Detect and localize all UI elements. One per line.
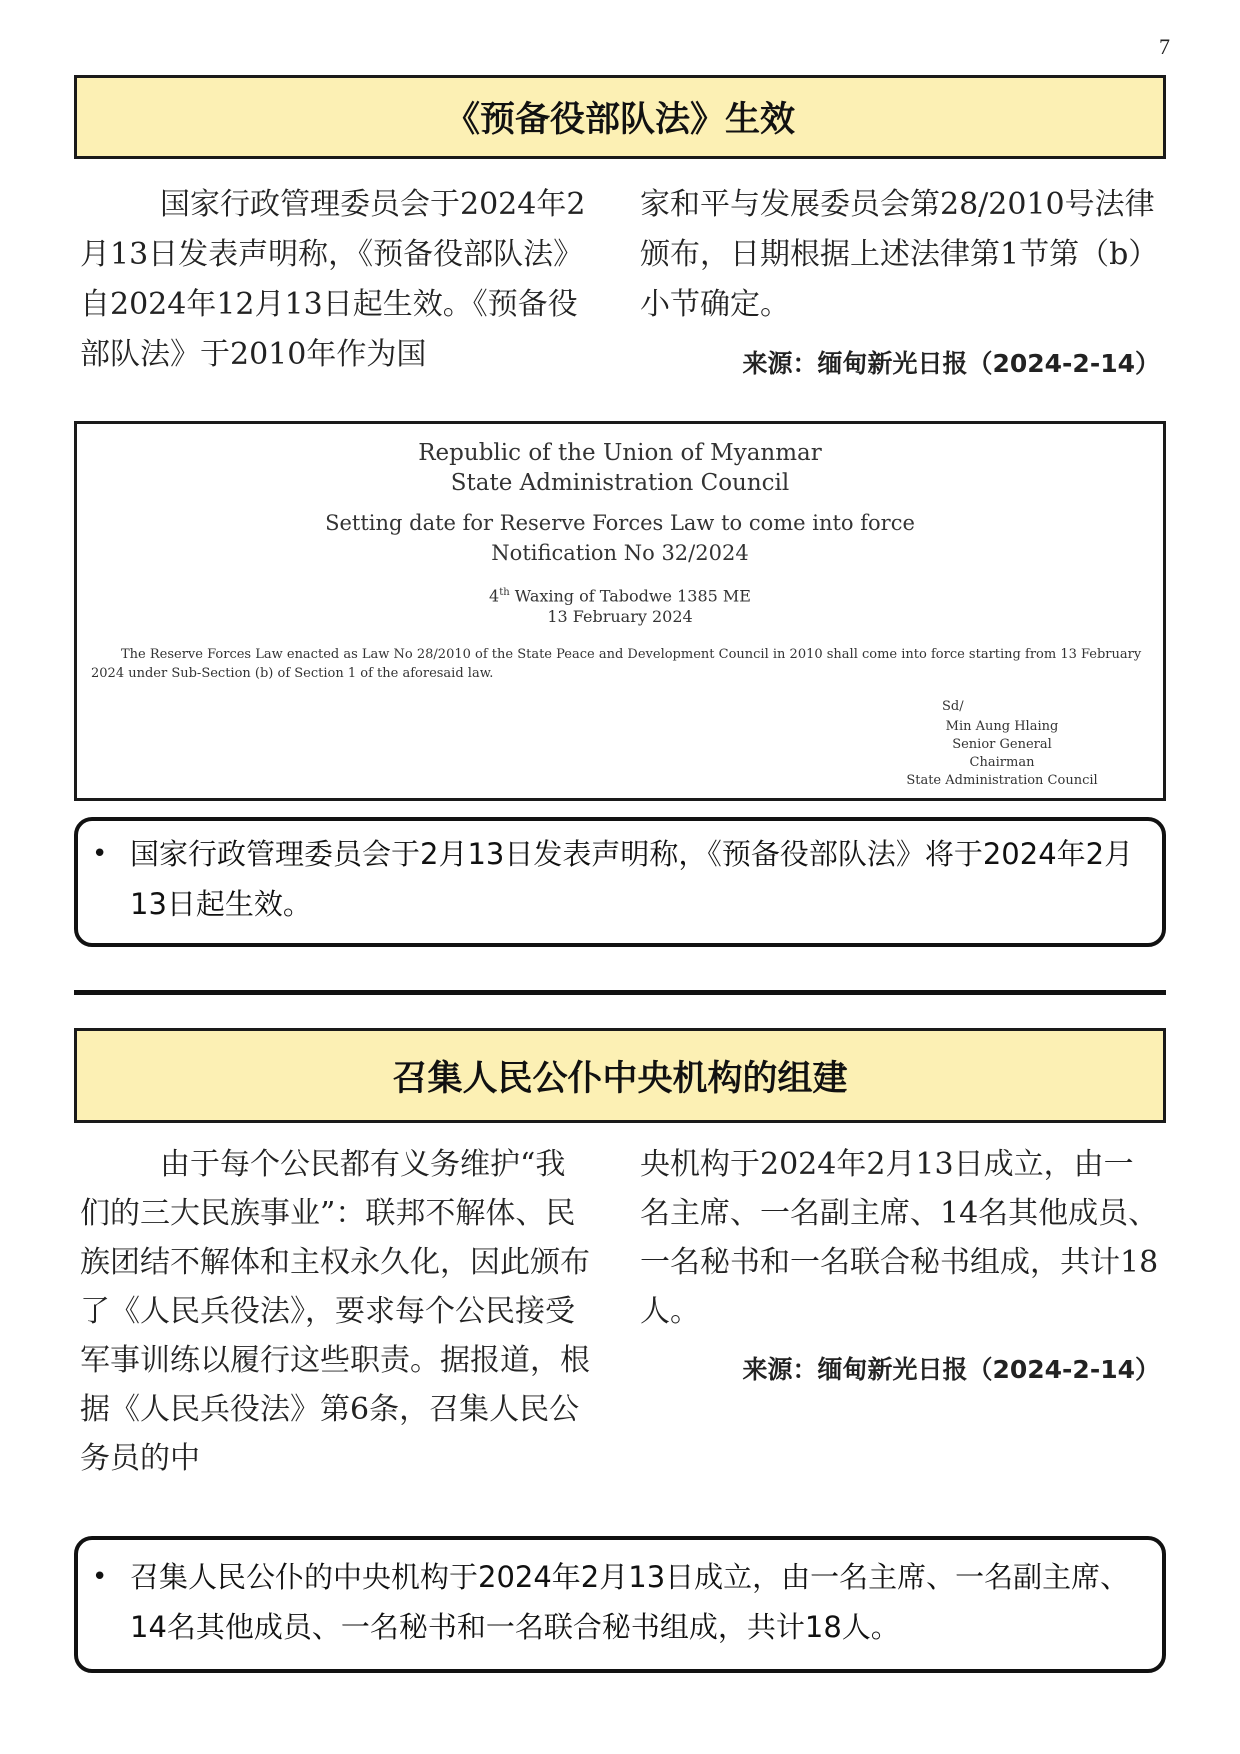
article-text: 家和平与发展委员会第28/2010号法律颁布，日期根据上述法律第1节第（b）小节确定。 [640, 187, 1159, 322]
document-header: Republic of the Union of Myanmar State Administration Council [418, 440, 822, 496]
document-signature: Min Aung Hlaing Senior General Chairman State Administration Council [906, 719, 1098, 788]
article-column-left [80, 1140, 595, 1483]
bullet-icon: • [92, 1562, 108, 1592]
article-text: 央机构于2024年2月13日成立，由一名主席、一名副主席、14名其他成员、一名秘书和一名联合秘书组成，共计18人。 [640, 1147, 1159, 1329]
article-title: 《预备役部队法》生效 [74, 75, 1166, 159]
section-divider [74, 990, 1166, 995]
summary-box [74, 1536, 1166, 1673]
article-column-left [80, 180, 595, 380]
article-column-right [640, 1140, 1160, 1390]
page-number: 7 [1159, 34, 1170, 59]
document-date: 4th Waxing of Tabodwe 1385 ME 13 February 2024 [489, 586, 751, 627]
document-sd: Sd/ [942, 699, 964, 714]
summary-text: 国家行政管理委员会于2月13日发表声明称，《预备役部队法》将于2024年2月13日起生效。 [130, 837, 1134, 921]
article-title: 召集人民公仆中央机构的组建 [74, 1028, 1166, 1123]
document-subject: Setting date for Reserve Forces Law to come into force Notification No 32/2024 [325, 511, 915, 565]
summary-text: 召集人民公仆的中央机构于2024年2月13日成立，由一名主席、一名副主席、14名其他成员、一名秘书和一名联合秘书组成，共计18人。 [130, 1560, 1130, 1644]
bullet-icon: • [92, 839, 108, 869]
article-text: 国家行政管理委员会于2024年2月13日发表声明称，《预备役部队法》自2024年12月13日起生效。《预备役部队法》于2010年作为国 [80, 187, 586, 372]
article-text: 由于每个公民都有义务维护“我们的三大民族事业”：联邦不解体、民族团结不解体和主权永久化，因此颁布了《人民兵役法》，要求每个公民接受军事训练以履行这些职责。据报道，根据《人民兵役法》第6条，召集人民公务员的中 [80, 1147, 590, 1476]
source-citation: 来源：缅甸新光日报（2024-2-14） [742, 1355, 1160, 1384]
summary-box [74, 817, 1166, 947]
article-column-right [640, 180, 1160, 384]
document-body: The Reserve Forces Law enacted as Law No 28/2010 of the State Peace and Development Council in 2010 shall come into force starting from 13 February 2024 under Sub-Section (b) of Section 1 of the aforesaid law. [91, 647, 1142, 681]
official-notification-document [74, 421, 1166, 801]
source-citation: 来源：缅甸新光日报（2024-2-14） [742, 349, 1160, 378]
